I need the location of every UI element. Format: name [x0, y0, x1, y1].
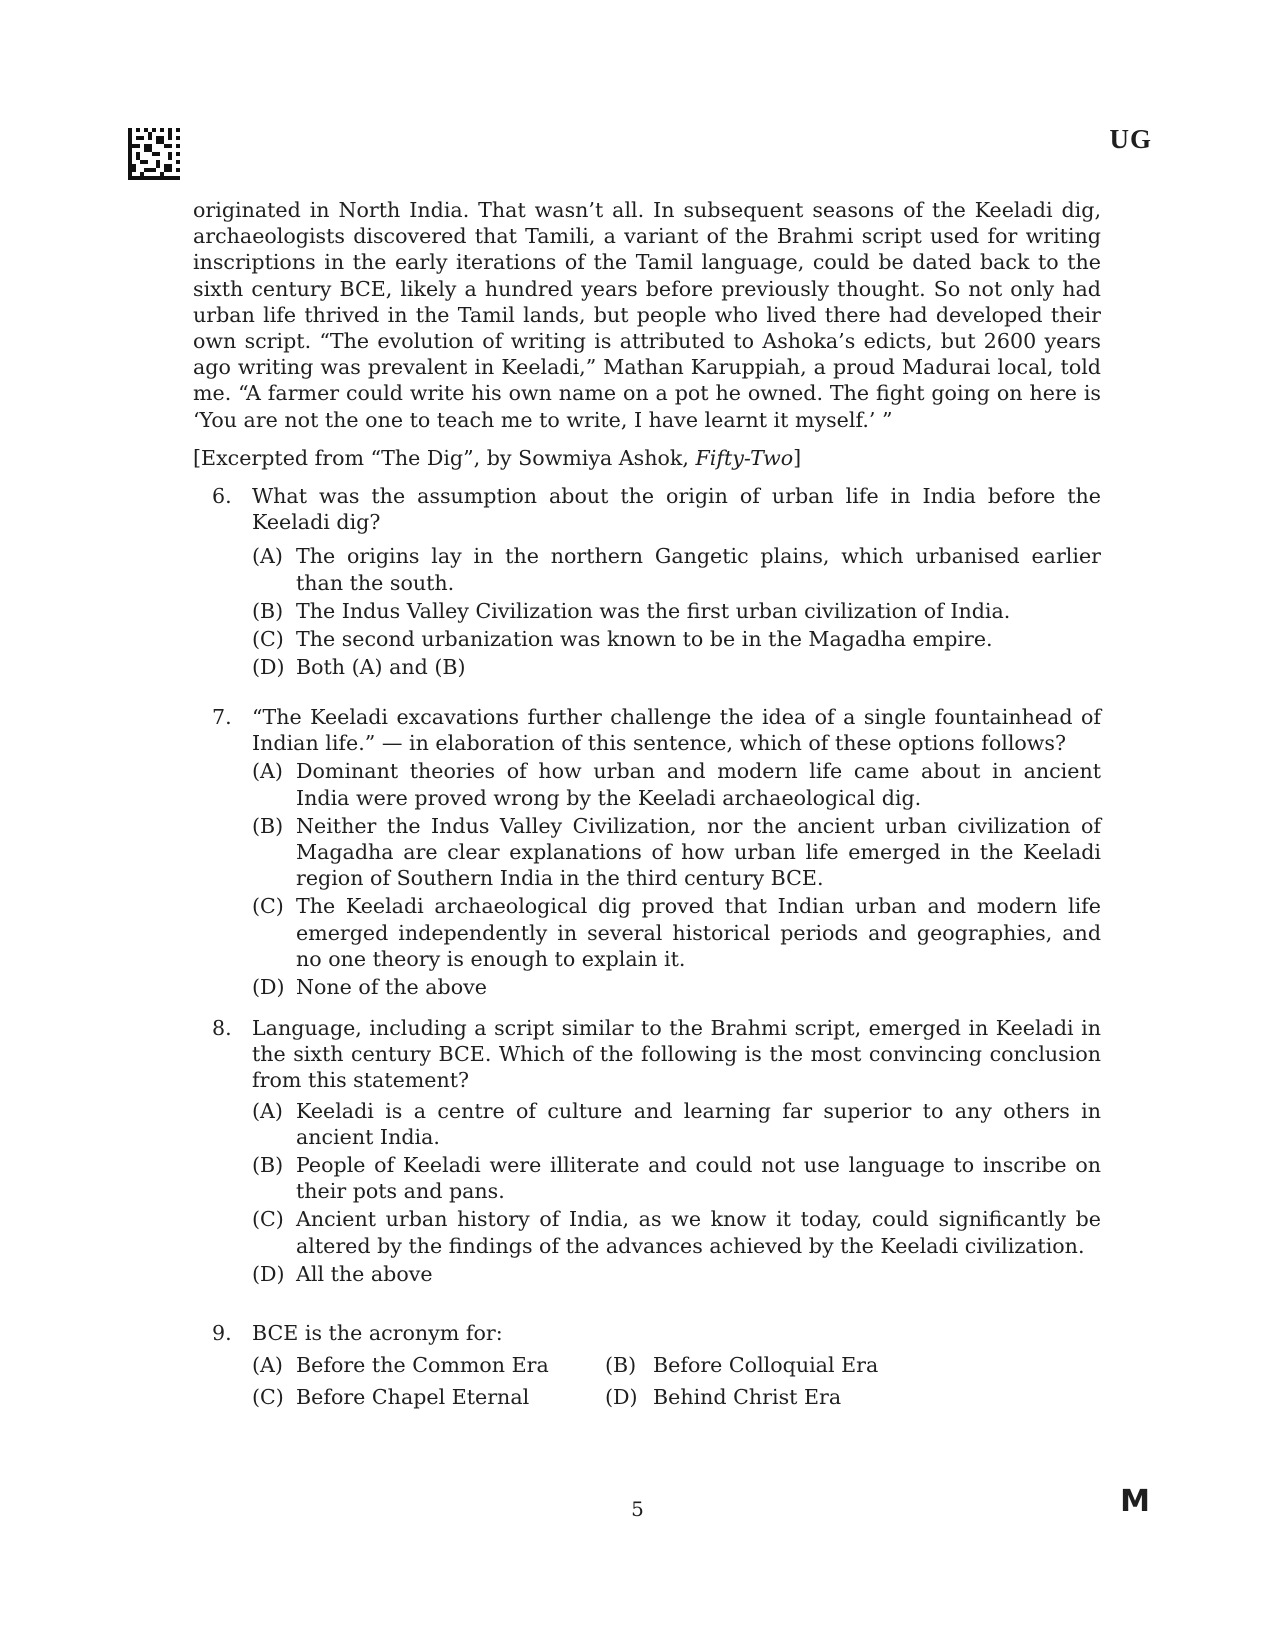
passage-text: originated in North India. That wasn’t all. In subsequent seasons of the Keeladi dig, archaeologists discovered that Tamili, a variant of the Brahmi script used for writing inscriptions in the early iterations of the Tamil language, could be dated back to the sixth century BCE, likely a hundred years before previously thought. So not only had urban life thrived in the Tamil lands, but people who lived there had developed their own script. “The evolution of writing is attributed to Ashoka’s edicts, but 2600 years ago writing was prevalent in Keeladi,” Mathan Karuppiah, a proud Madurai local, told me. “A farmer could write his own name on a pot he owned. The fight going on here is ‘You are not the one to teach me to write, I have learnt it myself.’ ”: [193, 198, 1101, 432]
option-b: [212, 1152, 1101, 1204]
option-letter: (C): [252, 894, 284, 919]
option-letter: (A): [252, 1098, 283, 1123]
question-8: [212, 1015, 1101, 1287]
option-c: [212, 626, 1101, 652]
option-letter: (C): [252, 1385, 284, 1410]
option-letter: (C): [252, 1207, 284, 1232]
source-suffix: ]: [793, 446, 802, 470]
option-text: The Indus Valley Civilization was the first urban civilization of India.: [296, 598, 1011, 623]
series-code: M: [1120, 1484, 1150, 1519]
option-text: Before Colloquial Era: [653, 1353, 879, 1378]
option-letter: (A): [252, 1353, 283, 1378]
passage-source: [193, 445, 1101, 471]
question-number: 7.: [212, 705, 232, 729]
option-d: [605, 1384, 1101, 1410]
option-text: Before Chapel Eternal: [296, 1385, 530, 1410]
option-text: The second urbanization was known to be in the Magadha empire.: [296, 627, 993, 652]
option-d: [212, 974, 1101, 1000]
source-title: Fifty-Two: [695, 446, 794, 470]
option-a: [212, 1352, 605, 1378]
question-stem: [212, 1015, 1101, 1094]
source-prefix: [Excerpted from “The Dig”, by Sowmiya Ashok,: [193, 446, 696, 470]
option-c: [212, 1384, 605, 1410]
option-text: Keeladi is a centre of culture and learning far superior to any others in ancient India.: [296, 1098, 1101, 1149]
option-b: [212, 813, 1101, 892]
option-letter: (B): [605, 1353, 637, 1378]
option-text: The origins lay in the northern Gangetic plains, which urbanised earlier than the south.: [296, 544, 1101, 595]
question-text: “The Keeladi excavations further challenge the idea of a single fountainhead of Indian life.” — in elaboration of this sentence, which of these options follows?: [252, 705, 1101, 756]
question-9: [212, 1320, 1101, 1411]
option-c: [212, 893, 1101, 972]
option-letter: (B): [252, 598, 284, 623]
option-b: [212, 598, 1101, 624]
option-text: Both (A) and (B): [296, 655, 466, 680]
option-letter: (B): [252, 813, 284, 838]
option-text: People of Keeladi were illiterate and could not use language to inscribe on their pots and pans.: [296, 1153, 1101, 1204]
option-letter: (A): [252, 544, 283, 569]
question-number: 9.: [212, 1321, 232, 1345]
option-letter: (D): [252, 975, 285, 1000]
question-number: 8.: [212, 1016, 232, 1040]
option-d: [212, 1261, 1101, 1287]
option-a: [212, 1098, 1101, 1150]
question-7: [212, 704, 1101, 1000]
question-stem: [212, 704, 1101, 756]
option-text: Before the Common Era: [296, 1353, 549, 1378]
option-d: [212, 654, 1101, 680]
option-a: [212, 543, 1101, 595]
option-c: [212, 1206, 1101, 1258]
option-a: [212, 758, 1101, 810]
option-b: [605, 1352, 1101, 1378]
option-text: Neither the Indus Valley Civilization, nor the ancient urban civilization of Magadha are clear explanations of how urban life emerged in the Keeladi region of Southern India in the third century BCE.: [296, 813, 1101, 891]
datamatrix-barcode: [128, 128, 180, 180]
option-text: Ancient urban history of India, as we know it today, could significantly be altered by the findings of the advances achieved by the Keeladi civilization.: [296, 1207, 1101, 1258]
question-stem: [212, 1320, 1101, 1346]
header-code: UG: [1109, 124, 1152, 154]
question-stem: [212, 483, 1101, 535]
option-text: Behind Christ Era: [653, 1385, 842, 1410]
question-text: Language, including a script similar to the Brahmi script, emerged in Keeladi in the sixth century BCE. Which of the following is the most convincing conclusion from this statement?: [252, 1016, 1101, 1093]
option-text: None of the above: [296, 975, 487, 1000]
question-text: What was the assumption about the origin of urban life in India before the Keeladi dig?: [252, 484, 1101, 535]
option-text: All the above: [296, 1261, 433, 1286]
option-text: The Keeladi archaeological dig proved that Indian urban and modern life emerged independently in several historical periods and geographies, and no one theory is enough to explain it.: [296, 894, 1101, 971]
option-text: Dominant theories of how urban and modern life came about in ancient India were proved wrong by the Keeladi archaeological dig.: [296, 759, 1101, 810]
option-letter: (D): [252, 1261, 285, 1286]
option-letter: (B): [252, 1153, 284, 1178]
option-letter: (C): [252, 627, 284, 652]
page-number: 5: [631, 1497, 644, 1521]
option-letter: (A): [252, 759, 283, 784]
question-number: 6.: [212, 484, 232, 508]
option-letter: (D): [605, 1385, 638, 1410]
option-letter: (D): [252, 655, 285, 680]
question-text: BCE is the acronym for:: [252, 1321, 503, 1345]
question-6: [212, 483, 1101, 680]
